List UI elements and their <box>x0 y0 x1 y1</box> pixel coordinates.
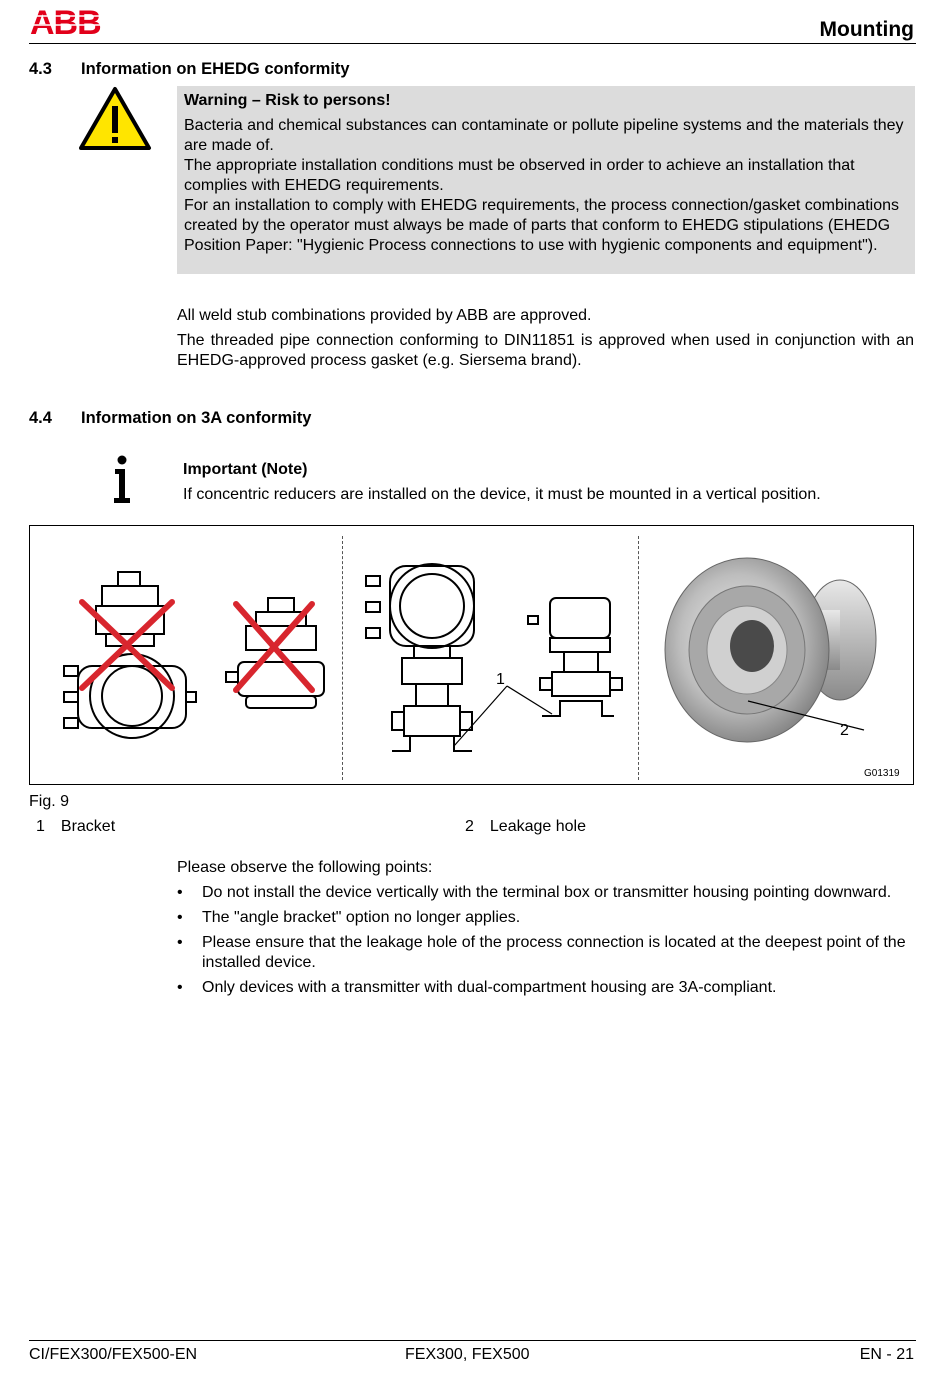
warning-title: Warning – Risk to persons! <box>184 92 391 109</box>
note-title: Important (Note) <box>183 461 308 478</box>
section-number: 4.4 <box>29 409 52 427</box>
list-item <box>177 978 917 998</box>
legend-label: Bracket <box>60 818 116 835</box>
weld-stub-paragraph: All weld stub combinations provided by ABB are approved. <box>177 307 592 324</box>
observe-intro: Please observe the following points: <box>177 859 433 876</box>
list-item <box>177 933 917 973</box>
section-number: 4.3 <box>29 60 52 78</box>
figure-divider <box>342 536 343 780</box>
list-item <box>177 883 917 903</box>
footer-product: FEX300, FEX500 <box>405 1346 530 1363</box>
observe-list <box>177 883 917 1003</box>
footer-page-number: EN - 21 <box>859 1346 914 1363</box>
note-text: If concentric reducers are installed on the device, it must be mounted in a vertical position. <box>183 486 821 503</box>
section-heading-4-4 <box>29 409 311 428</box>
warning-triangle-icon <box>78 86 152 152</box>
figure-divider <box>638 536 639 780</box>
bullet-icon: • <box>177 909 183 926</box>
list-item <box>177 908 917 928</box>
list-item-text: Do not install the device vertically with the terminal box or transmitter housing pointing downward. <box>202 884 892 901</box>
incorrect-orientation-drawing <box>50 566 340 756</box>
legend-number: 1 <box>36 818 45 835</box>
warning-box <box>177 86 915 274</box>
figure-callout-2: 2 <box>840 722 849 739</box>
svg-text:ABB: ABB <box>30 6 101 36</box>
list-item-text: The "angle bracket" option no longer applies. <box>202 909 521 926</box>
section-title: Information on EHEDG conformity <box>81 60 350 78</box>
warning-text-2: The appropriate installation conditions must be observed in order to achieve an installation that complies with EHEDG requirements. <box>184 157 855 194</box>
footer-doc-id: CI/FEX300/FEX500-EN <box>29 1346 198 1363</box>
bullet-icon: • <box>177 979 183 996</box>
list-item-text: Please ensure that the leakage hole of the process connection is located at the deepest point of the installed device. <box>202 934 906 971</box>
legend-item-1 <box>36 818 115 836</box>
threaded-connection-paragraph: The threaded pipe connection conforming to DIN11851 is approved when used in conjunction with an EHEDG-approved process gasket (e.g. Siersema brand). <box>177 332 914 369</box>
page-header-title: Mounting <box>819 18 914 41</box>
leader-line-2 <box>730 676 880 746</box>
footer-rule <box>29 1340 916 1341</box>
figure-caption: Fig. 9 <box>29 793 70 810</box>
abb-logo <box>30 6 108 36</box>
bullet-icon: • <box>177 884 183 901</box>
warning-text-1: Bacteria and chemical substances can contaminate or pollute pipeline systems and the materials they are made of. <box>184 117 904 154</box>
list-item-text: Only devices with a transmitter with dual-compartment housing are 3A-compliant. <box>202 979 777 996</box>
section-title: Information on 3A conformity <box>81 409 312 427</box>
figure-callout-1: 1 <box>496 671 505 688</box>
legend-number: 2 <box>465 818 474 835</box>
header-rule <box>29 43 916 44</box>
figure-9 <box>29 525 914 785</box>
legend-label: Leakage hole <box>489 818 586 835</box>
correct-orientation-drawing <box>352 546 632 766</box>
warning-text-3: For an installation to comply with EHEDG requirements, the process connection/gasket combinations created by the operator must always be made of parts that conform to EHEDG stipulations (EHEDG Position Paper: "Hygienic Process connections to use with hygienic components and equipment"). <box>184 197 900 254</box>
section-heading-4-3 <box>29 60 350 79</box>
info-icon <box>110 455 134 505</box>
figure-code: G01319 <box>864 768 900 779</box>
bullet-icon: • <box>177 934 183 951</box>
legend-item-2 <box>465 818 586 836</box>
